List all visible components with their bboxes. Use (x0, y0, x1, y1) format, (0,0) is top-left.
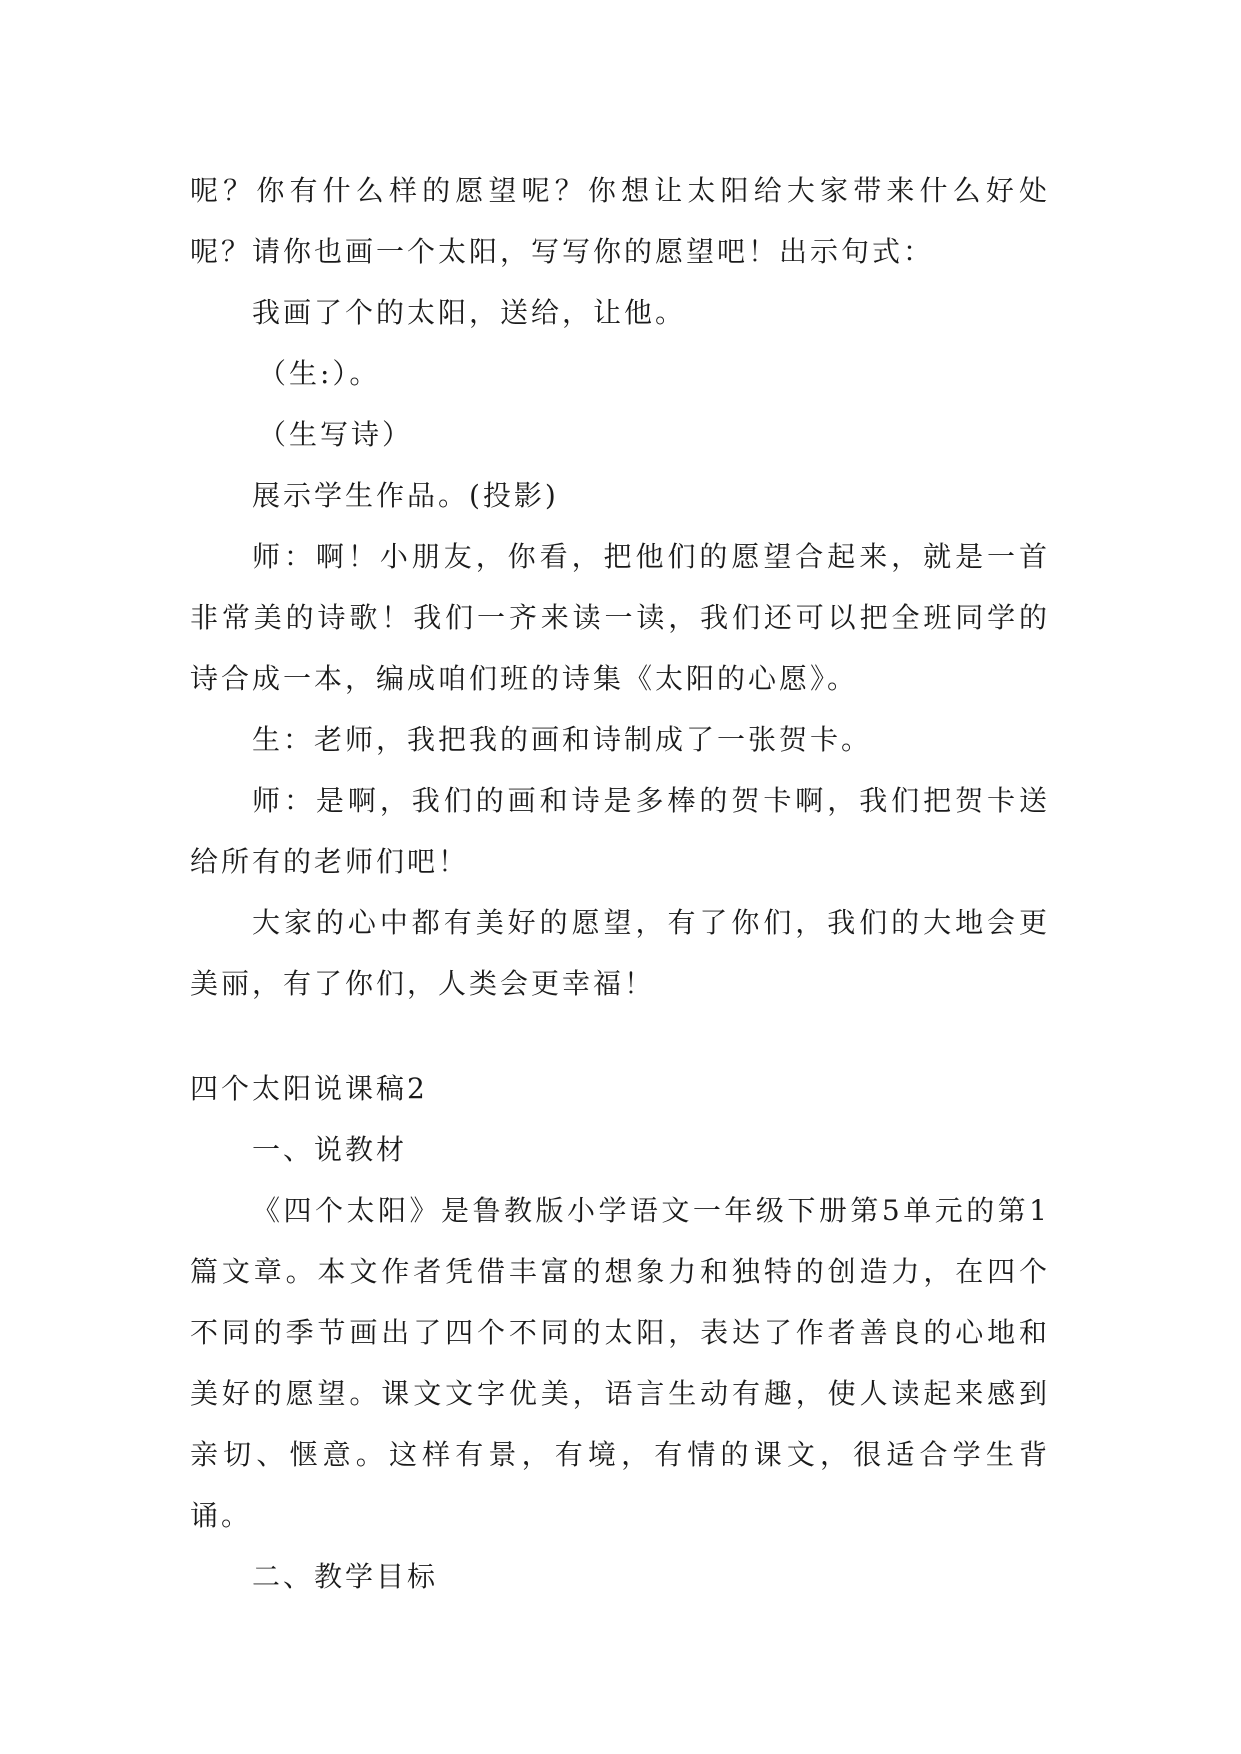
paragraph-textbook-description: 《四个太阳》是鲁教版小学语文一年级下册第5单元的第1篇文章。本文作者凭借丰富的想象力和独特的创造力，在四个不同的季节画出了四个不同的太阳，表达了作者善良的心地和美好的愿望。课文文字优美，语言生动有趣，使人读起来感到亲切、惬意。这样有景，有境，有情的课文，很适合学生背诵。 (190, 1194, 1050, 1532)
paragraph-teacher-1: 师：啊！小朋友，你看，把他们的愿望合起来，就是一首非常美的诗歌！我们一齐来读一读，我们还可以把全班同学的诗合成一本，编成咱们班的诗集《太阳的心愿》。 (190, 540, 1050, 695)
section-heading-goals: 二、教学目标 (252, 1560, 439, 1593)
document-body (190, 160, 1050, 1607)
paragraph-show-works: 展示学生作品。(投影) (252, 479, 559, 512)
paragraph-student-note: （生:）。 (258, 357, 381, 390)
paragraph-closing: 大家的心中都有美好的愿望，有了你们，我们的大地会更美丽，有了你们，人类会更幸福！ (190, 906, 1050, 1000)
paragraph-sentence-pattern: 我画了个的太阳，送给，让他。 (252, 296, 687, 329)
paragraph-student-writes: （生写诗） (258, 418, 414, 451)
paragraph-continuation: 呢？你有什么样的愿望呢？你想让太阳给大家带来什么好处呢？请你也画一个太阳，写写你的愿望吧！出示句式： (190, 174, 1050, 268)
paragraph-teacher-2: 师：是啊，我们的画和诗是多棒的贺卡啊，我们把贺卡送给所有的老师们吧！ (190, 784, 1050, 878)
paragraph-student-reply: 生：老师，我把我的画和诗制成了一张贺卡。 (252, 723, 873, 756)
section-title: 四个太阳说课稿2 (190, 1072, 428, 1105)
section-heading-textbook: 一、说教材 (252, 1133, 408, 1166)
